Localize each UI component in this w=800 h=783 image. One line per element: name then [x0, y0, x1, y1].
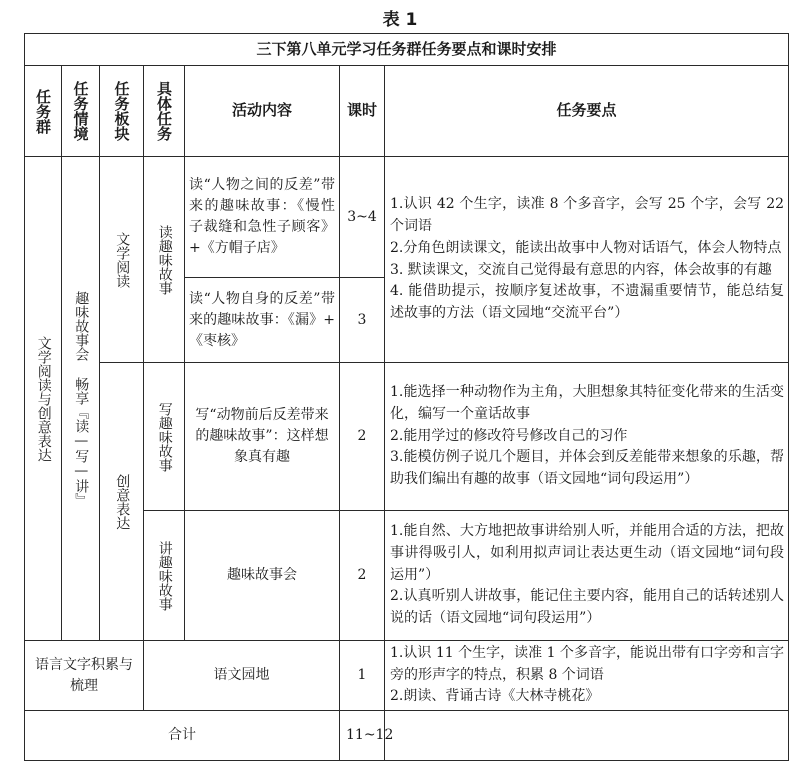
total-points-empty [385, 711, 789, 761]
hours-read-2: 3 [340, 278, 385, 363]
hours-write: 2 [340, 363, 385, 511]
header-activity: 活动内容 [185, 66, 340, 157]
point-item: 2.分角色朗读课文，能读出故事中人物对话语气，体会人物特点 [390, 239, 782, 256]
point-item: 3. 默读课文，交流自己觉得最有意思的内容，体会故事的有趣 [390, 261, 772, 278]
point-item: 2.能用学过的修改符号修改自己的习作 [390, 427, 628, 444]
hours-read-1: 3~4 [340, 157, 385, 278]
points-garden [385, 641, 789, 711]
header-module: 任务板块 [112, 81, 131, 141]
points-tell [385, 511, 789, 641]
module-creative: 创意表达 [114, 473, 131, 530]
total-hours: 11~12 [340, 711, 385, 761]
point-item: 1.认识 42 个生字，读准 8 个多音字，会写 25 个字，会写 22 个词语 [390, 196, 785, 235]
lesson-plan-table [24, 33, 789, 761]
header-task: 具体任务 [155, 81, 173, 141]
module-reading: 文学阅读 [114, 231, 131, 288]
activity-write: 写“动物前后反差带来的趣味故事”：这样想象真有趣 [185, 363, 340, 511]
hours-garden: 1 [340, 641, 385, 711]
point-item: 4. 能借助提示，按顺序复述故事，不遗漏重要情节，能总结复述故事的方法（语文园地“交流平台”） [390, 283, 785, 321]
header-situation: 任务情境 [71, 81, 90, 141]
point-item: 1.能选择一种动物作为主角，大胆想象其特征变化带来的生活变化，编写一个童话故事 [390, 384, 785, 422]
hours-tell: 2 [340, 511, 385, 641]
situation-story-meeting: 趣味故事会 畅享『读—写—讲』 [73, 290, 90, 507]
table-title: 三下第八单元学习任务群任务要点和课时安排 [25, 34, 789, 66]
header-points: 任务要点 [385, 66, 789, 157]
point-item: 2.朗读、背诵古诗《大林寺桃花》 [390, 688, 600, 705]
header-hours: 课时 [340, 66, 385, 157]
header-group: 任务群 [34, 88, 52, 134]
table-caption: 表 1 [382, 10, 418, 30]
group-language-accumulation: 语言文字积累与梳理 [25, 641, 144, 711]
points-write [385, 363, 789, 511]
point-item: 3.能模仿例子说几个题目，并体会到反差能带来想象的乐趣，帮助我们编出有趣的故事（语文园地“词句段运用”） [390, 449, 785, 488]
activity-tell: 趣味故事会 [185, 511, 340, 641]
point-item: 1.认识 11 个生字，读准 1 个多音字，能说出带有口字旁和言字旁的形声字的特点，积累 8 个词语 [390, 644, 785, 683]
activity-read-contrast-between: 读“人物之间的反差”带来的趣味故事：《慢性子裁缝和急性子顾客》+《方帽子店》 [185, 157, 340, 278]
activity-read-self-contrast: 读“人物自身的反差”带来的趣味故事：《漏》+《枣核》 [185, 278, 340, 363]
activity-garden: 语文园地 [144, 641, 340, 711]
points-read [385, 157, 789, 363]
task-tell: 讲趣味故事 [156, 540, 173, 611]
total-label: 合计 [25, 711, 340, 761]
group-literary-reading: 文学阅读与创意表达 [35, 335, 52, 462]
task-write: 写趣味故事 [156, 401, 173, 472]
task-read: 读趣味故事 [156, 224, 173, 295]
point-item: 1.能自然、大方地把故事讲给别人听，并能用合适的方法，把故事讲得吸引人，如利用拟声词让表达更生动（语文园地“词句段运用”） [390, 523, 785, 583]
point-item: 2.认真听别人讲故事，能记住主要内容，能用自己的话转述别人说的话（语文园地“词句段运用”） [390, 588, 785, 627]
